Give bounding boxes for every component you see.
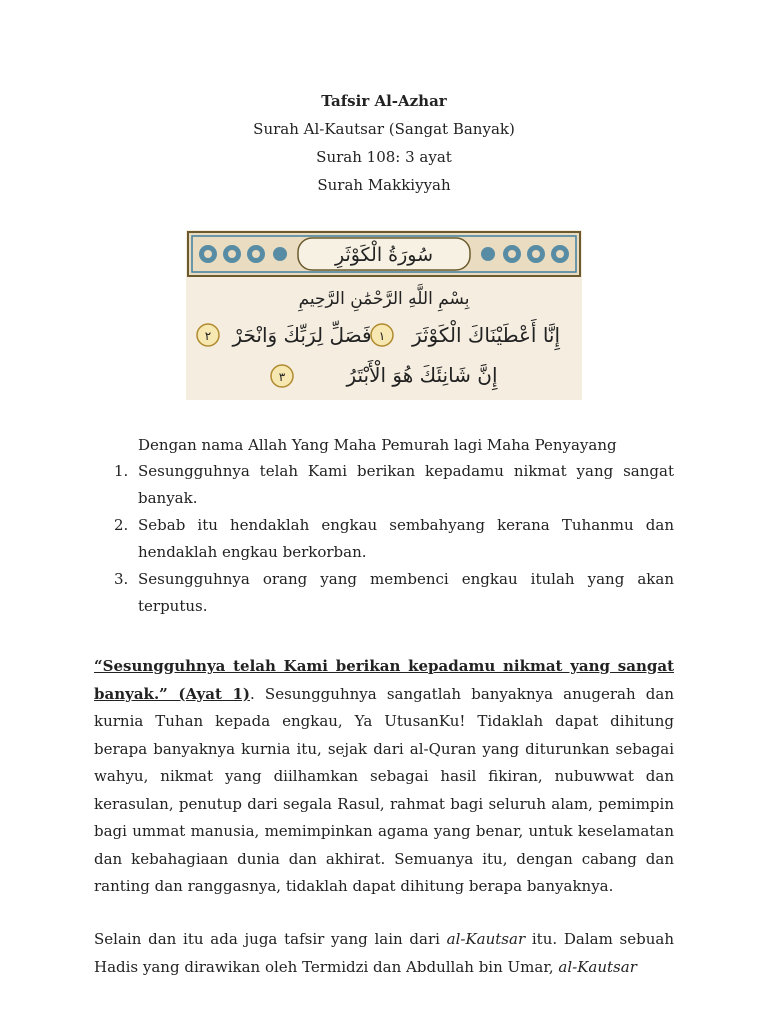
ayah-marker-2-number: ٢	[204, 329, 212, 343]
basmala-arabic: بِسْمِ اللَّهِ الرَّحْمَٰنِ الرَّحِيمِ	[298, 289, 470, 309]
italic-term: al-Kautsar	[558, 957, 637, 976]
paragraph-body: Sesungguhnya sangatlah banyaknya anugerah dan kurnia Tuhan kepada engkau, Ya UtusanKu! Tidaklah dapat dihitung berapa banyaknya kurnia itu, sejak dari al-Quran yang diturunkan sebagai wahyu, nikmat yang diilhamkan sebagai hasil fikiran, nubuwwat dan kerasulan, penutup dari segala Rasul, rahmat bagi seluruh alam, pemimpin bagi ummat manusia, memimpinkan agama yang benar, untuk keselamatan dan kebahagiaan dunia dan akhirat. Semuanya itu, dengan cabang dan ranting dan ranggasnya, tidaklah dapat dihitung berapa banyaknya.	[94, 684, 675, 895]
paragraph-text: Selain dan itu ada juga tafsir yang lain dari	[94, 930, 447, 948]
commentary-paragraph-2	[94, 926, 674, 981]
italic-term: al-Kautsar	[446, 930, 526, 948]
basmala-translation: Dengan nama Allah Yang Maha Pemurah lagi Maha Penyayang	[138, 436, 617, 454]
document-title: Tafsir Al-Azhar	[321, 92, 447, 110]
list-item	[94, 458, 674, 512]
surah-type-line: Surah Makkiyyah	[317, 176, 451, 194]
list-item-text: Sesungguhnya telah Kami berikan kepadamu nikmat yang sangat banyak.	[138, 462, 674, 507]
paragraph-text: itu. Dalam sebuah Hadis yang dirawikan oleh Termidzi dan Abdullah bin Umar,	[94, 930, 674, 976]
list-item	[94, 566, 674, 620]
surah-name-arabic: سُورَةُ الْكَوْثَرِ	[334, 244, 434, 266]
list-item-number: 2.	[114, 516, 129, 534]
surah-number-line: Surah 108: 3 ayat	[316, 148, 452, 166]
arabic-verse-image	[186, 230, 582, 400]
ayah-3-arabic: إِنَّ شَانِئَكَ هُوَ الْأَبْتَرُ	[346, 363, 498, 387]
list-item-number: 3.	[114, 570, 129, 588]
list-item-number: 1.	[114, 462, 129, 480]
list-item-text: Sesungguhnya orang yang membenci engkau itulah yang akan terputus.	[138, 570, 674, 615]
verse-translation-list	[94, 458, 674, 620]
surah-name-line: Surah Al-Kautsar (Sangat Banyak)	[253, 120, 515, 138]
commentary-paragraph-1	[94, 653, 674, 901]
list-item	[94, 512, 674, 566]
ayah-1-arabic: إِنَّا أَعْطَيْنَاكَ الْكَوْثَرَ	[411, 323, 561, 347]
verse-quote-lead: “Sesungguhnya telah Kami berikan kepadamu nikmat yang sangat banyak.” (Ayat 1)	[94, 657, 674, 703]
list-item-text: Sebab itu hendaklah engkau sembahyang kerana Tuhanmu dan hendaklah engkau berkorban.	[138, 516, 674, 561]
lead-period: .	[250, 684, 255, 703]
ayah-marker-3-number: ٣	[278, 370, 286, 384]
ayah-marker-1-number: ١	[378, 329, 386, 343]
ayah-2-arabic: فَصَلِّ لِرَبِّكَ وَانْحَرْ	[232, 323, 372, 347]
